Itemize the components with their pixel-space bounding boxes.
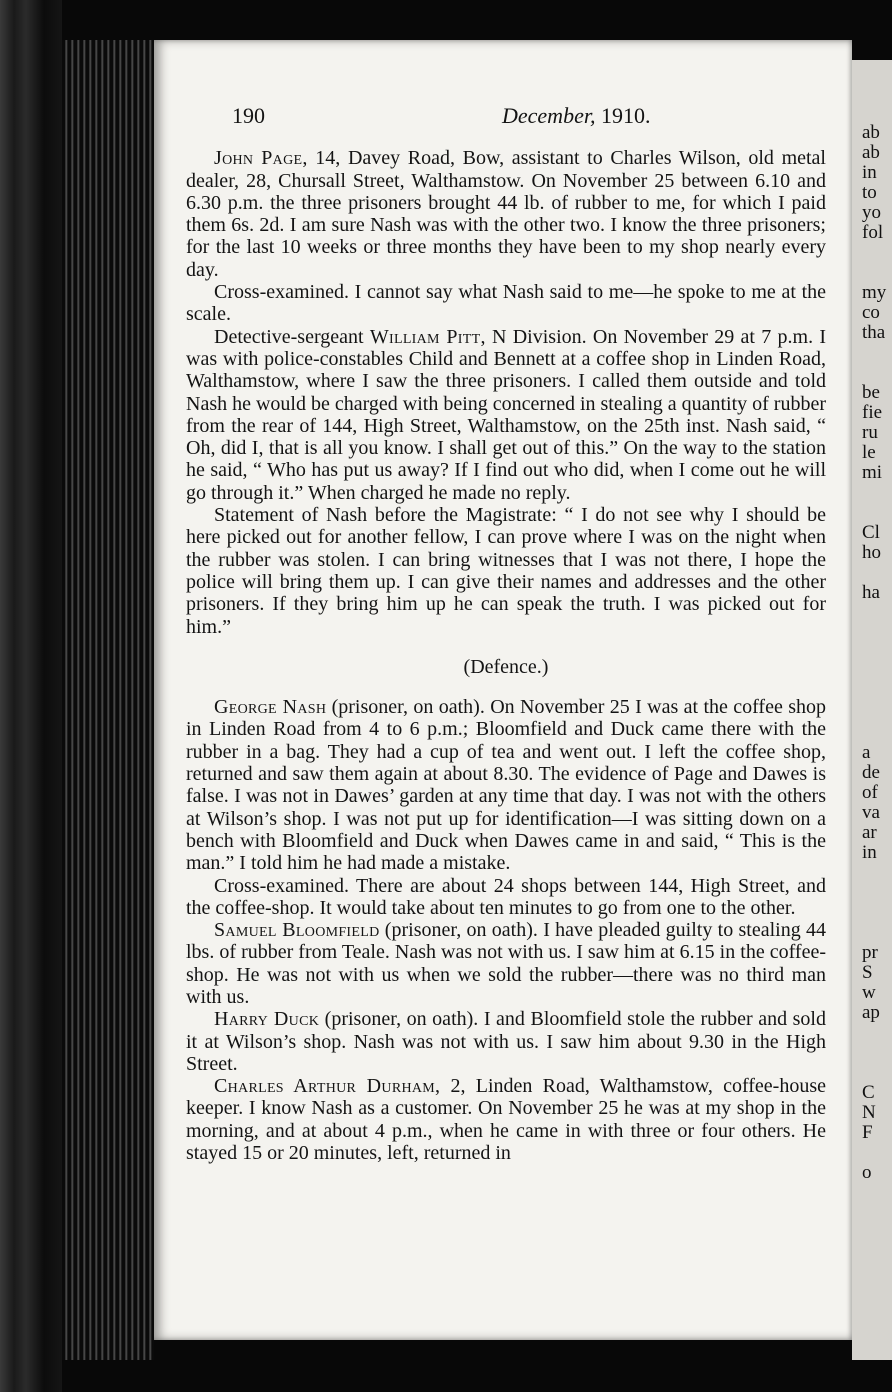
paragraph-nash-statement: Statement of Nash before the Magistrate: “ I do not see why I should be here picked out for another fellow, I can prove where I was on the night when the rubber was stolen. I can bring witnesses that I was not there, I hope the police will bring them up. I can give their names and addresses and the other prisoners. If they bring him up he can speak the truth. I was picked out for him.”: [186, 504, 826, 638]
facing-page-fragment: de: [862, 762, 880, 783]
paragraph-pitt-testimony: [186, 326, 826, 504]
facing-page-fragment: ab: [862, 122, 880, 143]
witness-name: Charles Arthur Durham,: [214, 1075, 441, 1098]
paragraph-page-cross: Cross-examined. I cannot say what Nash said to me—he spoke to me at the scale.: [186, 281, 826, 326]
facing-page-fragment: S: [862, 962, 873, 983]
paragraph-text: (prisoner, on oath). I and Bloomfield stole the rubber and sold it at Wilson’s shop. Nash was not with us. I saw him about 9.30 in the High Street.: [186, 1008, 826, 1075]
witness-name: William Pitt,: [369, 325, 486, 348]
facing-page-fragment: le: [862, 442, 876, 463]
facing-page-edge: [852, 60, 892, 1360]
facing-page-fragment: in: [862, 162, 877, 183]
rank-prefix: Detective-sergeant: [214, 325, 370, 348]
facing-page-fragment: mi: [862, 462, 883, 483]
facing-page-fragment: fol: [862, 222, 884, 243]
witness-name: Samuel Bloomfield: [214, 919, 380, 942]
facing-page-fragment: my: [862, 282, 887, 303]
scan-left-edge: [0, 0, 62, 1392]
facing-page-fragment: tha: [862, 322, 886, 343]
facing-page-fragment: va: [862, 802, 880, 823]
paragraph-text: 14, Davey Road, Bow, assistant to Charles Wilson, old metal dealer, 28, Chursall Street, Walthamstow. On November 25 between 6.10 and 6.30 p.m. the three prisoners brought 44 lb. of rubber to me, for which I paid them 6s. 2d. I am sure Nash was with the other two. I know the three prisoners; for the last 10 weeks or three months they have been to my shop nearly every day.: [186, 147, 826, 281]
running-head: [502, 105, 650, 127]
facing-page-fragment: pr: [862, 942, 878, 963]
facing-page-fragment: o: [862, 1162, 872, 1183]
facing-page-fragment: be: [862, 382, 880, 403]
defence-heading: (Defence.): [463, 655, 549, 678]
facing-page-fragment: ap: [862, 1002, 880, 1023]
facing-page-fragment: fie: [862, 402, 883, 423]
facing-page-fragment: w: [862, 982, 876, 1003]
paragraph-text: 2, Linden Road, Walthamstow, coffee-house keeper. I know Nash as a customer. On November 25 he was at my shop in the morning, and at about 4 p.m., when he came in with three or four others. He stayed 15 or 20 minutes, left, returned in: [186, 1075, 826, 1165]
facing-page-fragment: ru: [862, 422, 878, 443]
facing-page-fragment: a: [862, 742, 871, 763]
facing-page-fragment: ho: [862, 542, 881, 563]
facing-page-fragment: of: [862, 782, 878, 803]
paragraph-duck-testimony: [186, 1008, 826, 1075]
facing-page-fragment: ar: [862, 822, 877, 843]
paragraph-text: (prisoner, on oath). On November 25 I was at the coffee shop in Linden Road from 4 to 6 p.m.; Bloomfield and Duck came there with the rubber in a bag. They had a cup of tea and went out. I left the coffee shop, returned and saw them again at about 8.30. The evidence of Page and Dawes is false. I was not in Dawes’ garden at any time that day. I was not with the others at Wilson’s shop. I was not put up for identification—I was sitting down on a bench with Bloomfield and Duck when Dawes came in and said, “ This is the man.” I told him he had made a mistake.: [186, 696, 826, 875]
paragraph-bloomfield-testimony: [186, 919, 826, 1008]
paragraph-page-testimony: [186, 147, 826, 281]
witness-name: Harry Duck: [214, 1008, 320, 1031]
facing-page-fragment: N: [862, 1102, 876, 1123]
page-header: [186, 105, 826, 127]
facing-page-fragment: in: [862, 842, 877, 863]
witness-name: John Page,: [214, 147, 308, 170]
running-head-year: 1910.: [600, 103, 651, 128]
facing-page-fragment: co: [862, 302, 880, 323]
facing-page-fragment: F: [862, 1122, 873, 1143]
paragraph-text: (prisoner, on oath). I have pleaded guilty to stealing 44 lbs. of rubber from Teale. Nash was not with us. I saw him at 6.15 in the coffee-shop. He was not with us when we sold the rubber—there was no third man with us.: [186, 919, 826, 1008]
page-body: [186, 105, 826, 1164]
paragraph-durham-testimony: [186, 1075, 826, 1164]
facing-page-fragment: Cl: [862, 522, 880, 543]
page-number: 190: [232, 103, 265, 128]
facing-page-fragment: yo: [862, 202, 881, 223]
facing-page-fragment: ha: [862, 582, 880, 603]
paragraph-nash-cross: Cross-examined. There are about 24 shops between 144, High Street, and the coffee-shop. It would take about ten minutes to go from one to the other.: [186, 874, 826, 919]
paragraph-nash-testimony: [186, 696, 826, 874]
facing-page-fragment: to: [862, 182, 877, 203]
running-head-month: December,: [502, 103, 596, 128]
facing-page-fragment: C: [862, 1082, 875, 1103]
book-spine: [62, 40, 154, 1360]
witness-name: George Nash: [214, 696, 327, 719]
facing-page-fragment: ab: [862, 142, 880, 163]
paragraph-text: N Division. On November 29 at 7 p.m. I was with police-constables Child and Bennett at a coffee shop in Linden Road, Walthamstow, where I saw the three prisoners. I called them outside and told Nash he would be charged with being concerned in stealing a quantity of rubber from the rear of 144, High Street, Walthamstow, on the 25th inst. Nash said, “ Oh, did I, that is all you know. I shall get out of this.” On the way to the station he said, “ Who has put us away? If I find out who did, when I come out he will go through it.” When charged he made no reply.: [186, 325, 826, 504]
